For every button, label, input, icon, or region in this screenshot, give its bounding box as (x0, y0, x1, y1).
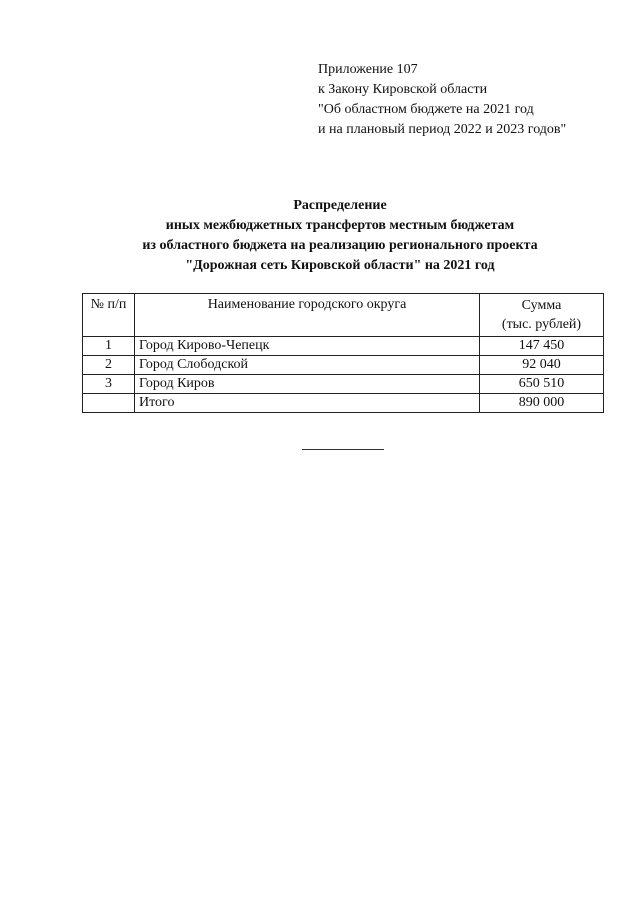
header-sum-line-2: (тыс. рублей) (501, 317, 582, 332)
header-sum (480, 294, 604, 337)
title-line-2: иных межбюджетных трансфертов местным бюджетам (165, 218, 515, 233)
end-divider-line (302, 449, 384, 450)
header-name: Наименование городского округа (135, 294, 480, 337)
header-sum-line-1: Сумма (521, 298, 562, 313)
total-sum: 890 000 (480, 394, 604, 413)
appendix-line-4: и на плановый период 2022 и 2023 годов" (318, 122, 567, 137)
title-line-1: Распределение (293, 198, 387, 213)
appendix-line-1: Приложение 107 (318, 62, 418, 77)
title-line-3: из областного бюджета на реализацию регионального проекта (142, 238, 538, 253)
row-name: Город Кирово-Чепецк (135, 337, 480, 356)
distribution-table (82, 293, 604, 413)
table-row (83, 356, 604, 375)
table-total-row (83, 394, 604, 413)
table-header-row (83, 294, 604, 337)
row-name: Город Киров (135, 375, 480, 394)
row-num: 1 (83, 337, 135, 356)
table-row (83, 375, 604, 394)
appendix-line-3: "Об областном бюджете на 2021 год (318, 102, 534, 117)
row-sum: 650 510 (480, 375, 604, 394)
document-title (40, 196, 640, 276)
total-num (83, 394, 135, 413)
appendix-line-2: к Закону Кировской области (318, 82, 488, 97)
appendix-note (318, 60, 566, 140)
row-num: 2 (83, 356, 135, 375)
row-num: 3 (83, 375, 135, 394)
title-line-4: "Дорожная сеть Кировской области" на 2021 год (185, 258, 495, 273)
row-sum: 147 450 (480, 337, 604, 356)
row-sum: 92 040 (480, 356, 604, 375)
total-label: Итого (135, 394, 480, 413)
table-row (83, 337, 604, 356)
row-name: Город Слободской (135, 356, 480, 375)
header-num: № п/п (83, 294, 135, 337)
